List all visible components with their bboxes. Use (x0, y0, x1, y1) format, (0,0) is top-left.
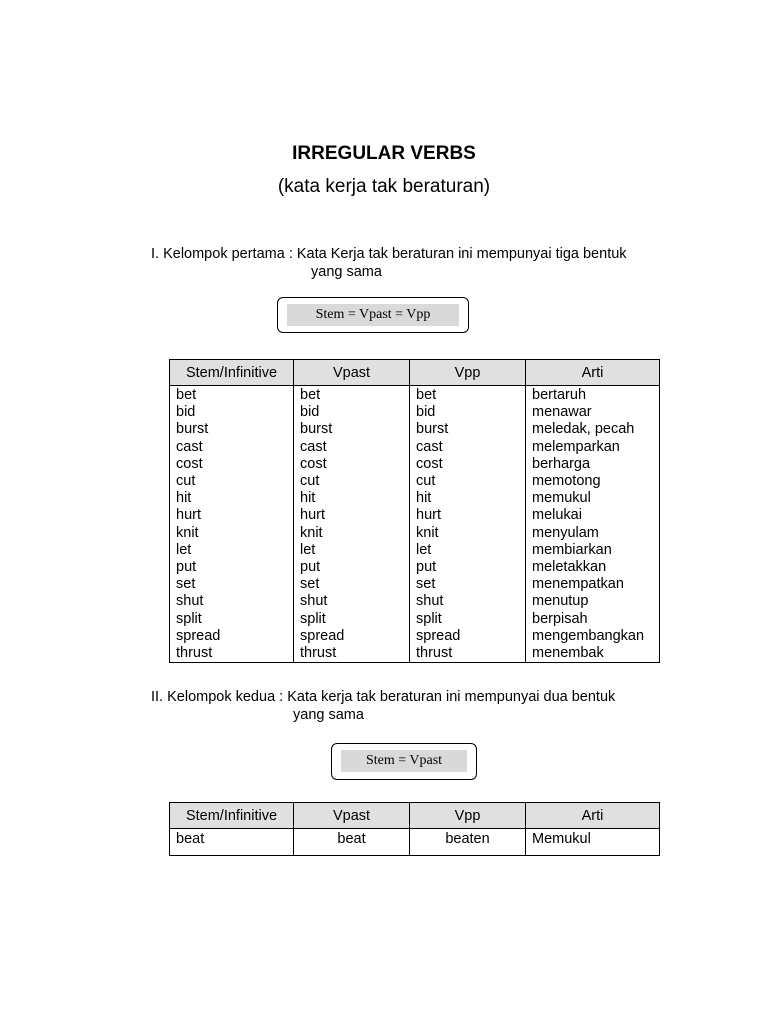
vpast-cell: let (300, 541, 316, 558)
vpp-cell: hit (416, 490, 432, 507)
vpast-cell: burst (300, 421, 333, 438)
arti-cell: memotong (532, 473, 601, 490)
stem-cell: hit (176, 490, 192, 507)
vpast-cell: set (300, 576, 320, 593)
vpp-cell: burst (416, 421, 449, 438)
table-row (170, 386, 660, 663)
vpast-cell: beat (294, 829, 410, 856)
page-title: IRREGULAR VERBS (292, 143, 476, 164)
arti-cell: meletakkan (532, 559, 607, 576)
vpast-cell: shut (300, 593, 328, 610)
vpp-cell: shut (416, 593, 444, 610)
vpast-cell: hit (300, 490, 316, 507)
vpp-cell: knit (416, 524, 439, 541)
column-header-vpp: Vpp (410, 803, 526, 829)
arti-cell: melemparkan (532, 438, 620, 455)
section2-formula-box (331, 743, 477, 780)
vpast-cell: hurt (300, 507, 325, 524)
table-header-row (170, 360, 660, 386)
table-header-row (170, 803, 660, 829)
vpp-column (410, 386, 526, 663)
table-row (170, 829, 660, 856)
vpp-cell: spread (416, 627, 461, 644)
column-header-vpast: Vpast (294, 803, 410, 829)
stem-cell: shut (176, 593, 204, 610)
vpast-column (294, 386, 410, 663)
arti-cell: memukul (532, 490, 591, 507)
arti-column (526, 386, 660, 663)
vpast-cell: cost (300, 455, 327, 472)
page-subtitle: (kata kerja tak beraturan) (277, 176, 491, 197)
section2-table (169, 802, 660, 856)
column-header-arti: Arti (526, 803, 660, 829)
section1-formula: Stem = Vpast = Vpp (287, 304, 459, 326)
arti-cell: berharga (532, 455, 591, 472)
stem-cell: cost (176, 455, 203, 472)
vpast-cell: cut (300, 473, 320, 490)
stem-column (170, 386, 294, 663)
vpp-cell: set (416, 576, 436, 593)
stem-cell: spread (176, 627, 221, 644)
vpast-cell: spread (300, 627, 345, 644)
arti-cell: meledak, pecah (532, 421, 635, 438)
section1-table (169, 359, 660, 663)
arti-cell: bertaruh (532, 387, 587, 403)
vpp-cell: bid (416, 404, 436, 421)
stem-cell: cast (176, 438, 203, 455)
stem-cell: knit (176, 524, 199, 541)
stem-cell: cut (176, 473, 196, 490)
section2-heading: II. Kelompok kedua : Kata kerja tak beraturan ini mempunyai dua bentuk (151, 689, 616, 705)
vpp-cell: beaten (410, 829, 526, 856)
column-header-arti: Arti (526, 360, 660, 386)
stem-cell: bet (176, 387, 197, 403)
arti-cell: menutup (532, 593, 589, 610)
vpp-cell: cost (416, 455, 443, 472)
stem-cell: put (176, 559, 197, 576)
stem-cell: split (176, 610, 202, 627)
arti-cell: Memukul (526, 829, 660, 856)
section1-formula-box (277, 297, 469, 333)
stem-cell: burst (176, 421, 209, 438)
vpast-cell: thrust (300, 645, 337, 662)
vpast-cell: cast (300, 438, 327, 455)
vpast-cell: knit (300, 524, 323, 541)
column-header-vpp: Vpp (410, 360, 526, 386)
column-header-stem: Stem/Infinitive (170, 360, 294, 386)
section1-heading: I. Kelompok pertama : Kata Kerja tak beraturan ini mempunyai tiga bentuk (151, 246, 627, 262)
arti-cell: membiarkan (532, 541, 612, 558)
vpp-cell: cast (416, 438, 443, 455)
arti-cell: menempatkan (532, 576, 624, 593)
section2-formula: Stem = Vpast (341, 750, 467, 772)
vpast-cell: bet (300, 387, 321, 403)
vpp-cell: split (416, 610, 442, 627)
arti-cell: berpisah (532, 610, 588, 627)
vpp-cell: hurt (416, 507, 441, 524)
column-header-vpast: Vpast (294, 360, 410, 386)
arti-cell: melukai (532, 507, 582, 524)
column-header-stem: Stem/Infinitive (170, 803, 294, 829)
arti-cell: menawar (532, 404, 592, 421)
vpast-cell: put (300, 559, 321, 576)
arti-cell: menyulam (532, 524, 599, 541)
section1-heading-continuation: yang sama (311, 264, 382, 280)
vpp-cell: thrust (416, 645, 453, 662)
arti-cell: mengembangkan (532, 627, 645, 644)
vpast-cell: bid (300, 404, 320, 421)
stem-cell: hurt (176, 507, 201, 524)
vpp-cell: put (416, 559, 437, 576)
vpp-cell: bet (416, 387, 437, 403)
arti-cell: menembak (532, 645, 604, 662)
stem-cell: let (176, 541, 192, 558)
stem-cell: set (176, 576, 196, 593)
vpp-cell: let (416, 541, 432, 558)
stem-cell: thrust (176, 645, 213, 662)
stem-cell: bid (176, 404, 196, 421)
section2-heading-continuation: yang sama (293, 707, 364, 723)
stem-cell: beat (170, 829, 294, 856)
vpast-cell: split (300, 610, 326, 627)
vpp-cell: cut (416, 473, 436, 490)
